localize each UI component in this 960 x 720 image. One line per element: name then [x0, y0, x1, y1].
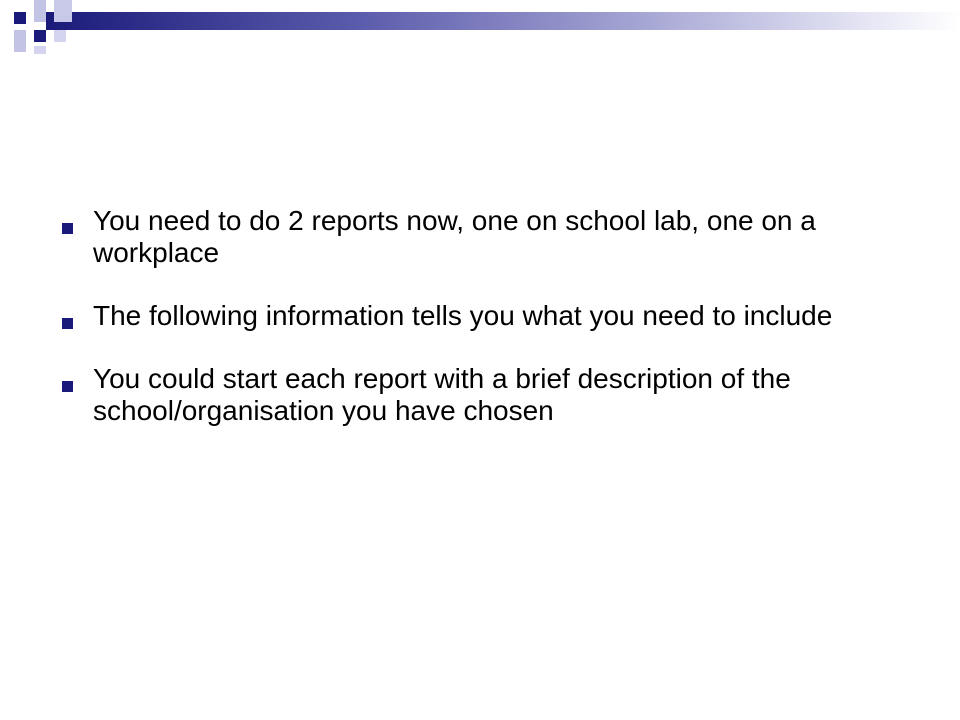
- decor-square-dark: [14, 12, 26, 24]
- square-bullet-icon: [62, 381, 73, 392]
- bullet-text: You could start each report with a brief description of the school/organisation you have chosen: [93, 363, 791, 426]
- decor-square-light: [54, 0, 72, 22]
- decor-square-light: [34, 46, 46, 54]
- bullet-item: [60, 363, 860, 427]
- bullet-item: [60, 205, 860, 269]
- bullet-text: The following information tells you what you need to include: [93, 300, 833, 331]
- header-gradient-bar: [46, 12, 960, 30]
- decor-square-light: [54, 30, 66, 42]
- header-decoration: [0, 0, 960, 60]
- bullet-list: [60, 205, 860, 458]
- decor-square-light: [34, 0, 46, 22]
- square-bullet-icon: [62, 223, 73, 234]
- bullet-text: You need to do 2 reports now, one on school lab, one on a workplace: [93, 205, 816, 268]
- bullet-item: [60, 300, 860, 332]
- decor-square-dark: [34, 30, 46, 42]
- square-bullet-icon: [62, 318, 73, 329]
- decor-square-light: [14, 30, 26, 52]
